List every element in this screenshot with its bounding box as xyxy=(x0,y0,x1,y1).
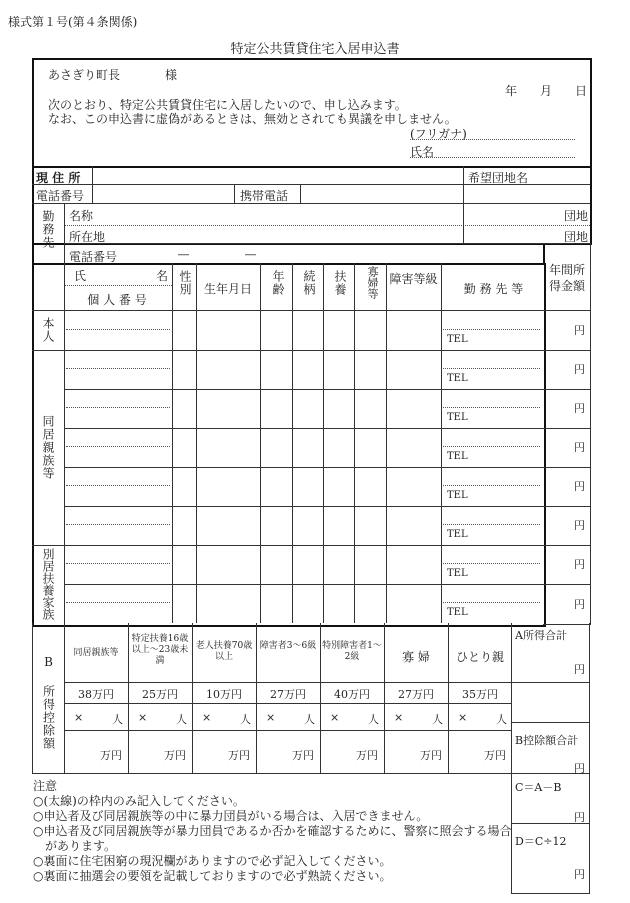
person-unit: 人 xyxy=(368,713,379,726)
h-relation: 続柄 xyxy=(302,270,316,296)
times-sign: × xyxy=(394,711,404,724)
tel-label: TEL xyxy=(447,607,468,618)
d-calc-label: D＝C÷12 xyxy=(515,835,567,848)
phone-field[interactable] xyxy=(95,186,230,201)
h-disability: 障害等級 xyxy=(389,272,438,286)
h-work: 勤 務 先 等 xyxy=(463,282,524,296)
manen-unit: 万円 xyxy=(420,749,442,762)
workplace-name-label: 名称 xyxy=(69,209,94,223)
person-unit: 人 xyxy=(304,713,315,726)
phone-dash-1: ― xyxy=(178,248,189,261)
furigana-field[interactable] xyxy=(410,125,575,140)
desired-complex-label: 希望団地名 xyxy=(468,171,529,185)
h-birth: 生年月日 xyxy=(203,282,252,296)
yen-label: 円 xyxy=(574,480,585,493)
workplace-label: 勤務先 xyxy=(41,210,55,249)
manen-unit: 万円 xyxy=(356,749,378,762)
manen-unit: 万円 xyxy=(100,749,122,762)
amount-5: 40万円 xyxy=(334,688,370,701)
yen-label: 円 xyxy=(574,598,585,611)
yen-label: 円 xyxy=(574,762,585,775)
yen-label: 円 xyxy=(574,811,585,824)
amount-1: 38万円 xyxy=(78,688,114,701)
manen-unit: 万円 xyxy=(164,749,186,762)
person-unit: 人 xyxy=(496,713,507,726)
danchi-label-2: 団地 xyxy=(564,230,589,244)
mobile-field[interactable] xyxy=(305,186,460,201)
person-unit: 人 xyxy=(432,713,443,726)
tel-label: TEL xyxy=(447,334,468,345)
times-sign: × xyxy=(138,711,148,724)
danchi-label-1: 団地 xyxy=(564,209,589,223)
amount-3: 10万円 xyxy=(206,688,242,701)
current-address-label: 現 住 所 xyxy=(36,171,81,185)
phone-label: 電話番号 xyxy=(36,189,85,203)
row-separate-label: 別居扶養家族 xyxy=(41,548,55,620)
yen-label: 円 xyxy=(574,402,585,415)
month-label: 月 xyxy=(540,84,553,98)
intro-line-2: なお、この申込書に虚偽があるときは、無効とされても異議を申しません。 xyxy=(48,112,457,126)
h-dependent: 扶養 xyxy=(333,270,347,296)
amount-4: 27万円 xyxy=(270,688,306,701)
h-sex: 性別 xyxy=(178,270,192,296)
amount-2: 25万円 xyxy=(142,688,178,701)
row-family-label: 同居親族等 xyxy=(41,415,55,480)
col-special-disabled: 特別障害者1～2級 xyxy=(322,641,382,662)
current-address-field[interactable] xyxy=(95,168,460,183)
manen-unit: 万円 xyxy=(484,749,506,762)
deduction-section-text: B 所得控除額 xyxy=(41,655,56,750)
h-name-right: 名 xyxy=(156,269,169,283)
applicant-name-label: 氏名 xyxy=(410,145,435,159)
workplace-address-label: 所在地 xyxy=(69,230,106,244)
yen-label: 円 xyxy=(574,558,585,571)
h-widow: 寡婦等 xyxy=(366,266,379,299)
amount-6: 27万円 xyxy=(398,688,434,701)
times-sign: × xyxy=(458,711,468,724)
note-1: ○(太線)の枠内のみ記入してください。 xyxy=(33,794,245,808)
yen-label: 円 xyxy=(574,519,585,532)
note-3-cont: があります。 xyxy=(45,839,117,853)
col-widow: 寡 婦 xyxy=(402,650,430,664)
yen-label: 円 xyxy=(574,868,585,881)
tel-label: TEL xyxy=(447,529,468,540)
col-elderly-dependent: 老人扶養70歳以上 xyxy=(195,641,253,662)
b-total-label: B控除額合計 xyxy=(515,734,579,747)
mobile-label: 携帯電話 xyxy=(240,189,289,203)
year-label: 年 xyxy=(505,84,518,98)
note-5: ○裏面に抽選会の要領を記載しておりますので必ず熟読ください。 xyxy=(33,869,392,883)
phone-dash-2: ― xyxy=(245,248,256,261)
family-table xyxy=(32,263,546,627)
deduction-section-label xyxy=(34,655,64,750)
col-cohabitant: 同居親族等 xyxy=(73,648,119,658)
c-calc-label: C＝A－B xyxy=(515,781,562,794)
tel-label: TEL xyxy=(447,451,468,462)
applicant-name-field[interactable] xyxy=(410,143,575,158)
furigana-label: (フリガナ) xyxy=(410,127,467,141)
form-title: 特定公共賃貸住宅入居申込書 xyxy=(230,42,400,57)
tel-label: TEL xyxy=(447,490,468,501)
times-sign: × xyxy=(266,711,276,724)
note-4: ○裏面に住宅困窮の現況欄がありますので必ず記入してください。 xyxy=(33,854,392,868)
col-specific-dependent: 特定扶養16歳以上～23歳未満 xyxy=(131,634,189,666)
tel-label: TEL xyxy=(447,412,468,423)
yen-label: 円 xyxy=(574,441,585,454)
row-self-label: 本人 xyxy=(41,317,55,343)
yen-label: 円 xyxy=(574,663,585,676)
workplace-phone-label: 電話番号 xyxy=(69,250,118,264)
h-income: 年間所得金額 xyxy=(548,263,585,293)
yen-label: 円 xyxy=(574,324,585,337)
person-unit: 人 xyxy=(240,713,251,726)
h-mynumber: 個 人 番 号 xyxy=(87,293,147,307)
amount-7: 35万円 xyxy=(462,688,498,701)
person-unit: 人 xyxy=(176,713,187,726)
a-total-label: A所得合計 xyxy=(515,629,567,642)
manen-unit: 万円 xyxy=(292,749,314,762)
tel-label: TEL xyxy=(447,568,468,579)
times-sign: × xyxy=(74,711,84,724)
col-single-parent: ひとり親 xyxy=(455,650,504,664)
notes-title: 注意 xyxy=(33,779,58,793)
h-name-left: 氏 xyxy=(74,269,87,283)
note-3: ○申込者及び同居親族等が暴力団員であるか否かを確認するために、警察に照会する場合 xyxy=(33,824,512,838)
person-unit: 人 xyxy=(112,713,123,726)
yen-label: 円 xyxy=(574,363,585,376)
intro-line-1: 次のとおり、特定公共賃貸住宅に入居したいので、申し込みます。 xyxy=(48,98,407,112)
h-age: 年齢 xyxy=(271,270,285,296)
times-sign: × xyxy=(330,711,340,724)
sama-label: 様 xyxy=(165,68,178,82)
form-number: 様式第１号(第４条関係) xyxy=(8,15,138,29)
col-disabled: 障害者3～6級 xyxy=(259,641,317,651)
note-2: ○申込者及び同居親族等の中に暴力団員がいる場合は、入居できません。 xyxy=(33,809,429,823)
tel-label: TEL xyxy=(447,373,468,384)
day-label: 日 xyxy=(575,84,588,98)
manen-unit: 万円 xyxy=(228,749,250,762)
times-sign: × xyxy=(202,711,212,724)
addressee: あさぎり町長 xyxy=(48,68,121,82)
